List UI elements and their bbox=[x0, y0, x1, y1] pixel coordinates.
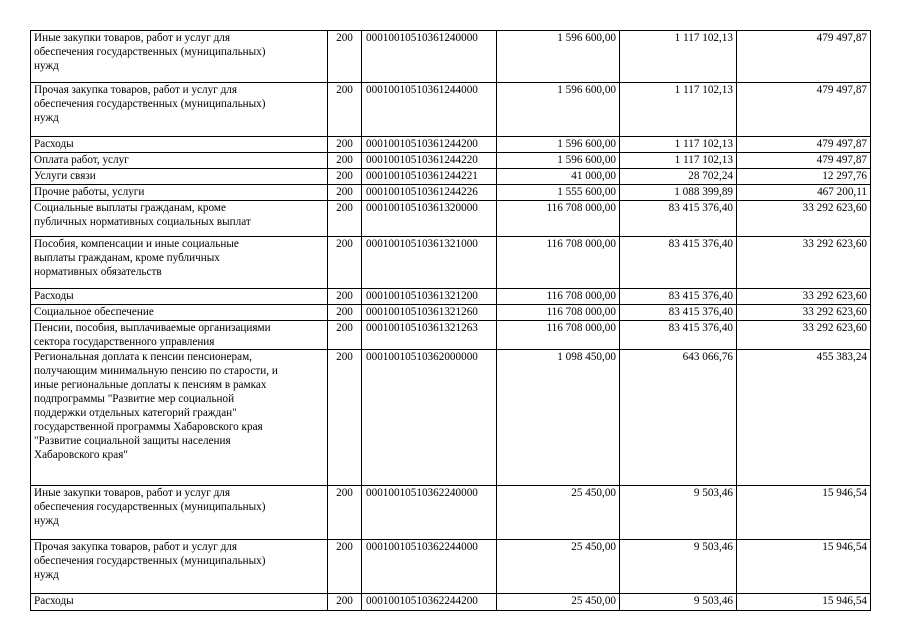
row-approved: 116 708 000,00 bbox=[497, 321, 620, 350]
table-row bbox=[31, 201, 871, 237]
row-name: Расходы bbox=[31, 289, 328, 305]
row-kbk: 00010010510361244220 bbox=[362, 153, 497, 169]
row-approved: 1 596 600,00 bbox=[497, 137, 620, 153]
table-row bbox=[31, 486, 871, 540]
row-kbk: 00010010510362244000 bbox=[362, 540, 497, 594]
row-executed: 1 117 102,13 bbox=[620, 31, 737, 83]
table-row bbox=[31, 237, 871, 289]
row-code: 200 bbox=[328, 594, 362, 611]
row-executed: 1 088 399,89 bbox=[620, 185, 737, 201]
row-name: Прочая закупка товаров, работ и услуг для обеспечения государственных (муниципальных) нужд bbox=[31, 540, 328, 594]
row-code: 200 bbox=[328, 305, 362, 321]
row-unexecuted: 33 292 623,60 bbox=[737, 237, 871, 289]
table-row bbox=[31, 137, 871, 153]
row-unexecuted: 12 297,76 bbox=[737, 169, 871, 185]
row-kbk: 00010010510361244226 bbox=[362, 185, 497, 201]
row-executed: 83 415 376,40 bbox=[620, 321, 737, 350]
table-row bbox=[31, 31, 871, 83]
row-executed: 9 503,46 bbox=[620, 540, 737, 594]
row-name: Социальное обеспечение bbox=[31, 305, 328, 321]
row-name: Оплата работ, услуг bbox=[31, 153, 328, 169]
row-kbk: 00010010510361244221 bbox=[362, 169, 497, 185]
row-code: 200 bbox=[328, 201, 362, 237]
row-executed: 83 415 376,40 bbox=[620, 201, 737, 237]
row-name: Расходы bbox=[31, 137, 328, 153]
row-code: 200 bbox=[328, 289, 362, 305]
row-kbk: 00010010510361321000 bbox=[362, 237, 497, 289]
row-approved: 1 555 600,00 bbox=[497, 185, 620, 201]
row-approved: 1 098 450,00 bbox=[497, 350, 620, 486]
table-row bbox=[31, 289, 871, 305]
row-executed: 1 117 102,13 bbox=[620, 83, 737, 137]
row-approved: 1 596 600,00 bbox=[497, 153, 620, 169]
row-executed: 28 702,24 bbox=[620, 169, 737, 185]
row-approved: 116 708 000,00 bbox=[497, 289, 620, 305]
row-unexecuted: 479 497,87 bbox=[737, 153, 871, 169]
row-unexecuted: 33 292 623,60 bbox=[737, 321, 871, 350]
row-unexecuted: 33 292 623,60 bbox=[737, 201, 871, 237]
row-name: Пенсии, пособия, выплачиваемые организациями сектора государственного управления bbox=[31, 321, 328, 350]
table-row bbox=[31, 350, 871, 486]
row-approved: 116 708 000,00 bbox=[497, 305, 620, 321]
row-name: Прочая закупка товаров, работ и услуг для обеспечения государственных (муниципальных) нужд bbox=[31, 83, 328, 137]
row-unexecuted: 33 292 623,60 bbox=[737, 305, 871, 321]
row-approved: 116 708 000,00 bbox=[497, 237, 620, 289]
row-kbk: 00010010510361244200 bbox=[362, 137, 497, 153]
row-kbk: 00010010510361321263 bbox=[362, 321, 497, 350]
row-approved: 1 596 600,00 bbox=[497, 83, 620, 137]
row-unexecuted: 15 946,54 bbox=[737, 486, 871, 540]
row-executed: 83 415 376,40 bbox=[620, 237, 737, 289]
budget-execution-report bbox=[30, 30, 870, 611]
table-row bbox=[31, 540, 871, 594]
row-name: Иные закупки товаров, работ и услуг для обеспечения государственных (муниципальных) нужд bbox=[31, 486, 328, 540]
row-kbk: 00010010510361240000 bbox=[362, 31, 497, 83]
row-unexecuted: 479 497,87 bbox=[737, 137, 871, 153]
row-kbk: 00010010510361321260 bbox=[362, 305, 497, 321]
row-approved: 1 596 600,00 bbox=[497, 31, 620, 83]
table-row bbox=[31, 153, 871, 169]
row-code: 200 bbox=[328, 350, 362, 486]
row-executed: 1 117 102,13 bbox=[620, 137, 737, 153]
row-kbk: 00010010510362000000 bbox=[362, 350, 497, 486]
row-executed: 9 503,46 bbox=[620, 486, 737, 540]
row-name: Прочие работы, услуги bbox=[31, 185, 328, 201]
row-code: 200 bbox=[328, 169, 362, 185]
row-unexecuted: 15 946,54 bbox=[737, 594, 871, 611]
table-row bbox=[31, 169, 871, 185]
row-code: 200 bbox=[328, 137, 362, 153]
row-unexecuted: 33 292 623,60 bbox=[737, 289, 871, 305]
row-unexecuted: 479 497,87 bbox=[737, 83, 871, 137]
row-code: 200 bbox=[328, 321, 362, 350]
row-name: Услуги связи bbox=[31, 169, 328, 185]
row-kbk: 00010010510361244000 bbox=[362, 83, 497, 137]
row-executed: 1 117 102,13 bbox=[620, 153, 737, 169]
row-unexecuted: 455 383,24 bbox=[737, 350, 871, 486]
row-approved: 25 450,00 bbox=[497, 486, 620, 540]
row-executed: 83 415 376,40 bbox=[620, 289, 737, 305]
row-name: Региональная доплата к пенсии пенсионерам, получающим минимальную пенсию по старости, и иные региональные доплаты к пенсиям в рамках подпрограммы "Развитие мер социальной поддержки отдельных категорий граждан" государственной программы Хабаровского края "Развитие социальной защиты населения Хабаровского края" bbox=[31, 350, 328, 486]
row-code: 200 bbox=[328, 31, 362, 83]
row-unexecuted: 467 200,11 bbox=[737, 185, 871, 201]
row-kbk: 00010010510362240000 bbox=[362, 486, 497, 540]
table-row bbox=[31, 185, 871, 201]
row-unexecuted: 479 497,87 bbox=[737, 31, 871, 83]
row-code: 200 bbox=[328, 153, 362, 169]
table-row bbox=[31, 305, 871, 321]
row-executed: 643 066,76 bbox=[620, 350, 737, 486]
row-kbk: 00010010510362244200 bbox=[362, 594, 497, 611]
table-row bbox=[31, 594, 871, 611]
row-kbk: 00010010510361321200 bbox=[362, 289, 497, 305]
row-kbk: 00010010510361320000 bbox=[362, 201, 497, 237]
expenditure-table bbox=[30, 30, 871, 611]
row-code: 200 bbox=[328, 486, 362, 540]
row-code: 200 bbox=[328, 237, 362, 289]
row-executed: 83 415 376,40 bbox=[620, 305, 737, 321]
table-row bbox=[31, 321, 871, 350]
row-approved: 25 450,00 bbox=[497, 540, 620, 594]
row-code: 200 bbox=[328, 83, 362, 137]
row-approved: 116 708 000,00 bbox=[497, 201, 620, 237]
row-code: 200 bbox=[328, 540, 362, 594]
row-name: Иные закупки товаров, работ и услуг для обеспечения государственных (муниципальных) нужд bbox=[31, 31, 328, 83]
row-approved: 41 000,00 bbox=[497, 169, 620, 185]
row-name: Расходы bbox=[31, 594, 328, 611]
row-code: 200 bbox=[328, 185, 362, 201]
table-row bbox=[31, 83, 871, 137]
row-unexecuted: 15 946,54 bbox=[737, 540, 871, 594]
row-executed: 9 503,46 bbox=[620, 594, 737, 611]
row-name: Пособия, компенсации и иные социальные выплаты гражданам, кроме публичных нормативных обязательств bbox=[31, 237, 328, 289]
row-name: Социальные выплаты гражданам, кроме публичных нормативных социальных выплат bbox=[31, 201, 328, 237]
row-approved: 25 450,00 bbox=[497, 594, 620, 611]
